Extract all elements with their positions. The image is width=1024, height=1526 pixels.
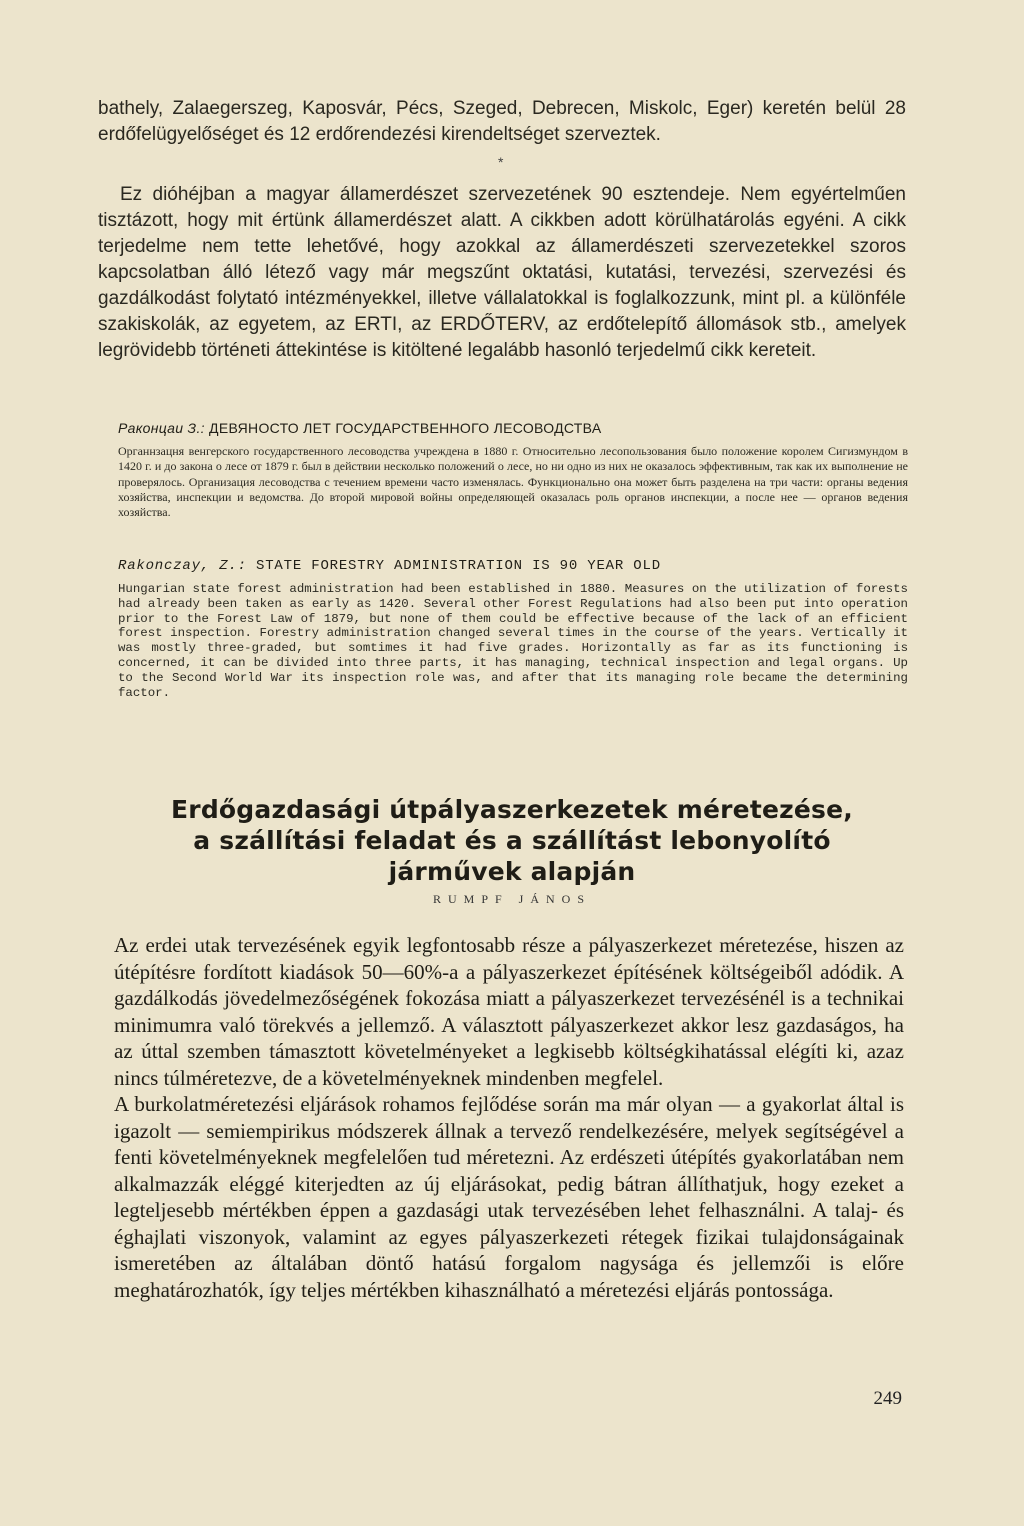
english-abstract-body — [118, 582, 908, 700]
russian-abstract-heading — [118, 420, 908, 436]
english-abstract-title: STATE FORESTRY ADMINISTRATION IS 90 YEAR OLD — [256, 558, 661, 574]
russian-abstract-author: Раконцаи З.: — [118, 420, 205, 436]
russian-abstract-body — [118, 444, 908, 520]
article-title-line: a szállítási feladat és a szállítást lebonyolító — [193, 826, 831, 855]
article-title-line: Erdőgazdasági útpályaszerkezetek méretezése, — [171, 795, 853, 824]
article-body — [114, 932, 904, 1303]
english-abstract-text: Hungarian state forest administration had been established in 1880. Measures on the utilization of forests had already been taken as early as 1420. Several other Forest Regulations had also been put into operation prior to the Forest Law of 1879, but none of them could be effective because of the lack of an efficient forest inspection. Forestry administration changed several times in the course of the years. Vertically it was mostly three-graded, but somtimes it had five grades. Horizontally as far as its functioning is concerned, it can be divided into three parts, it has managing, technical inspection and legal organs. Up to the Second World War its inspection role was, and after that its managing role became the determining factor. — [118, 582, 908, 700]
article-title — [120, 794, 904, 887]
russian-abstract-text: Органнзацня венгерского государственного лесоводства учреждена в 1880 г. Относительно лесопользования было положение королем Сигизмундом в 1420 г. и до закона о лесе от 1879 г. был в действии несколько положений о лесе, но ни одно из них не оказалось эффективным, так как их выполнение не проверялось. Организация лесоводства с течением времени часто изменялась. Функционально она может быть разделена на три части: органы ведения хозяйства, инспекции и ведомства. До второй мировой войны определяющей оказалась роль органов инспекции, а после нее — органов ведения хозяйства. — [118, 444, 908, 520]
english-abstract-heading — [118, 558, 908, 574]
intro-paragraph — [98, 96, 906, 148]
section-separator: * — [498, 154, 504, 170]
english-abstract-author: Rakonczay, Z.: — [118, 558, 247, 574]
page-number: 249 — [873, 1388, 902, 1409]
article-paragraph: Az erdei utak tervezésének egyik legfontosabb része a pályaszerkezet méretezése, hiszen az útépítésre fordított kiadások 50—60%-a a pályaszerkezet építésének költségeiből adódik. A gazdálkodás jövedelmezőségének fokozása miatt a pályaszerkezet tervezésénél is a technikai minimumra való törekvés a jellemző. A választott pályaszerkezet akkor lesz gazdaságos, ha az úttal szemben támasztott követelményeket a legkisebb költségkihatással elégíti ki, azaz nincs túlméretezve, de a követelményeknek mindenben megfelel. — [114, 933, 904, 1090]
intro-text: bathely, Zalaegerszeg, Kaposvár, Pécs, Szeged, Debrecen, Miskolc, Eger) keretén belül 28 erdőfelügyelőséget és 12 erdőrendezési kirendeltséget szerveztek. — [98, 98, 906, 145]
summary-paragraph — [98, 182, 906, 364]
summary-text: Ez dióhéjban a magyar államerdészet szervezetének 90 esztendeje. Nem egyértelműen tisztázott, hogy mit értünk államerdészet alatt. A cikkben adott körülhatárolás egyéni. A cikk terjedelme nem tette lehetővé, hogy azokkal az államerdészeti szervezetekkel szoros kapcsolatban álló létező vagy már megszűnt oktatási, kutatási, tervezési, szervezési és gazdálkodást folytató intézményekkel, illetve vállalatokkal is foglalkozzunk, mint pl. a különféle szakiskolák, az egyetem, az ERTI, az ERDŐTERV, az erdőtelepítő állomások stb., amelyek legrövidebb történeti áttekintése is kitöltené legalább hasonló terjedelmű cikk kereteit. — [98, 184, 906, 361]
article-paragraph: A burkolatméretezési eljárások rohamos fejlődése során ma már olyan — a gyakorlat által is igazolt — semiempirikus módszerek állnak a tervező rendelkezésére, melyek segítségével a fenti követelményeknek megfelelően tud méretezni. Az erdészeti útépítés gyakorlatában nem alkalmazzák eléggé kiterjedten az új eljárásokat, pedig bátran állíthatjuk, hogy ezeket a legteljesebb mértékben éppen a gazdasági utak tervezésében lehet felhasználni. A talaj- és éghajlati viszonyok, valamint az egyes pályaszerkezeti rétegek fizikai tulajdonságainak ismeretében az általában döntő hatású forgalom nagysága és jellemzői is előre meghatározhatók, így teljes mértékben kihasználható a méretezési eljárás pontossága. — [114, 1092, 904, 1302]
article-title-line: járművek alapján — [388, 857, 636, 886]
article-author: RUMPF JÁNOS — [432, 892, 592, 906]
russian-abstract-title: ДЕВЯНОСТО ЛЕТ ГОСУДАРСТВЕННОГО ЛЕСОВОДСТВА — [209, 420, 602, 436]
